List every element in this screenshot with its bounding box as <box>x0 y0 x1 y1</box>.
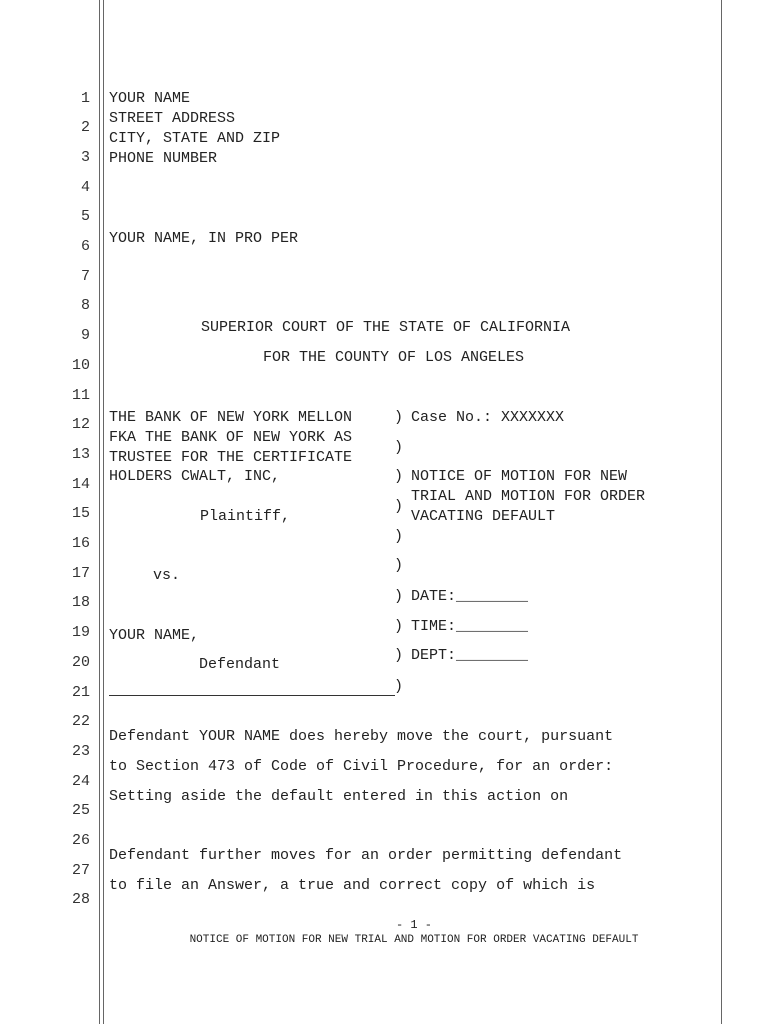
line-number: 11 <box>71 387 90 404</box>
plaintiff-line: THE BANK OF NEW YORK MELLON <box>109 409 353 426</box>
body-line: Defendant further moves for an order permitting defendant <box>109 847 623 864</box>
plaintiff-label: Plaintiff, <box>200 508 291 525</box>
line-number: 23 <box>71 743 90 760</box>
line-number: 25 <box>71 802 90 819</box>
line-number: 26 <box>71 832 90 849</box>
plaintiff-line: TRUSTEE FOR THE CERTIFICATE <box>109 449 353 466</box>
line-number: 15 <box>71 505 90 522</box>
line-number: 4 <box>80 179 90 196</box>
line-number: 2 <box>80 119 90 136</box>
hearing-time: TIME:________ <box>411 618 529 635</box>
caption-paren: ) <box>394 678 404 695</box>
line-number: 17 <box>71 565 90 582</box>
body-line: to file an Answer, a true and correct copy of which is <box>109 877 596 894</box>
caption-paren: ) <box>394 588 404 605</box>
line-number: 21 <box>71 684 90 701</box>
page-number: - 1 - <box>395 918 432 932</box>
document-title-line: NOTICE OF MOTION FOR NEW <box>411 468 628 485</box>
court-line-2: FOR THE COUNTY OF LOS ANGELES <box>263 349 525 366</box>
left-margin-rule-outer <box>99 0 100 1024</box>
line-number: 8 <box>80 297 90 314</box>
line-number: 13 <box>71 446 90 463</box>
plaintiff-line: FKA THE BANK OF NEW YORK AS <box>109 429 353 446</box>
header-in-pro-per: YOUR NAME, IN PRO PER <box>109 230 299 247</box>
document-title-line: TRIAL AND MOTION FOR ORDER <box>411 488 646 505</box>
line-number: 7 <box>80 268 90 285</box>
line-number: 9 <box>80 327 90 344</box>
line-number: 24 <box>71 773 90 790</box>
line-number: 18 <box>71 594 90 611</box>
line-number: 27 <box>71 862 90 879</box>
line-number: 28 <box>71 891 90 908</box>
line-number: 6 <box>80 238 90 255</box>
hearing-date: DATE:________ <box>411 588 529 605</box>
court-line-1: SUPERIOR COURT OF THE STATE OF CALIFORNIA <box>201 319 571 336</box>
body-line: Setting aside the default entered in this action on <box>109 788 569 805</box>
caption-paren: ) <box>394 498 404 515</box>
right-margin-rule <box>721 0 722 1024</box>
header-street: STREET ADDRESS <box>109 110 236 127</box>
caption-paren: ) <box>394 557 404 574</box>
versus-label: vs. <box>153 567 181 584</box>
line-number: 1 <box>80 90 90 107</box>
caption-paren: ) <box>394 439 404 456</box>
footer-title: NOTICE OF MOTION FOR NEW TRIAL AND MOTION FOR ORDER VACATING DEFAULT <box>189 934 639 946</box>
line-number: 3 <box>80 149 90 166</box>
line-number: 14 <box>71 476 90 493</box>
body-line: Defendant YOUR NAME does hereby move the court, pursuant <box>109 728 614 745</box>
header-city: CITY, STATE AND ZIP <box>109 130 281 147</box>
defendant-label: Defendant <box>199 656 281 673</box>
defendant-name: YOUR NAME, <box>109 627 200 644</box>
line-number: 22 <box>71 713 90 730</box>
caption-paren: ) <box>394 409 404 426</box>
header-name: YOUR NAME <box>109 90 191 107</box>
caption-paren: ) <box>394 618 404 635</box>
line-number: 19 <box>71 624 90 641</box>
line-number: 12 <box>71 416 90 433</box>
plaintiff-line: HOLDERS CWALT, INC, <box>109 468 281 485</box>
body-line: to Section 473 of Code of Civil Procedure, for an order: <box>109 758 614 775</box>
caption-underline <box>109 695 395 696</box>
line-number: 5 <box>80 208 90 225</box>
caption-paren: ) <box>394 468 404 485</box>
header-phone: PHONE NUMBER <box>109 150 218 167</box>
left-margin-rule-inner <box>103 0 104 1024</box>
document-title-line: VACATING DEFAULT <box>411 508 556 525</box>
hearing-dept: DEPT:________ <box>411 647 529 664</box>
caption-paren: ) <box>394 528 404 545</box>
caption-paren: ) <box>394 647 404 664</box>
line-number: 16 <box>71 535 90 552</box>
line-number: 10 <box>71 357 90 374</box>
case-number: Case No.: XXXXXXX <box>411 409 565 426</box>
line-number: 20 <box>71 654 90 671</box>
